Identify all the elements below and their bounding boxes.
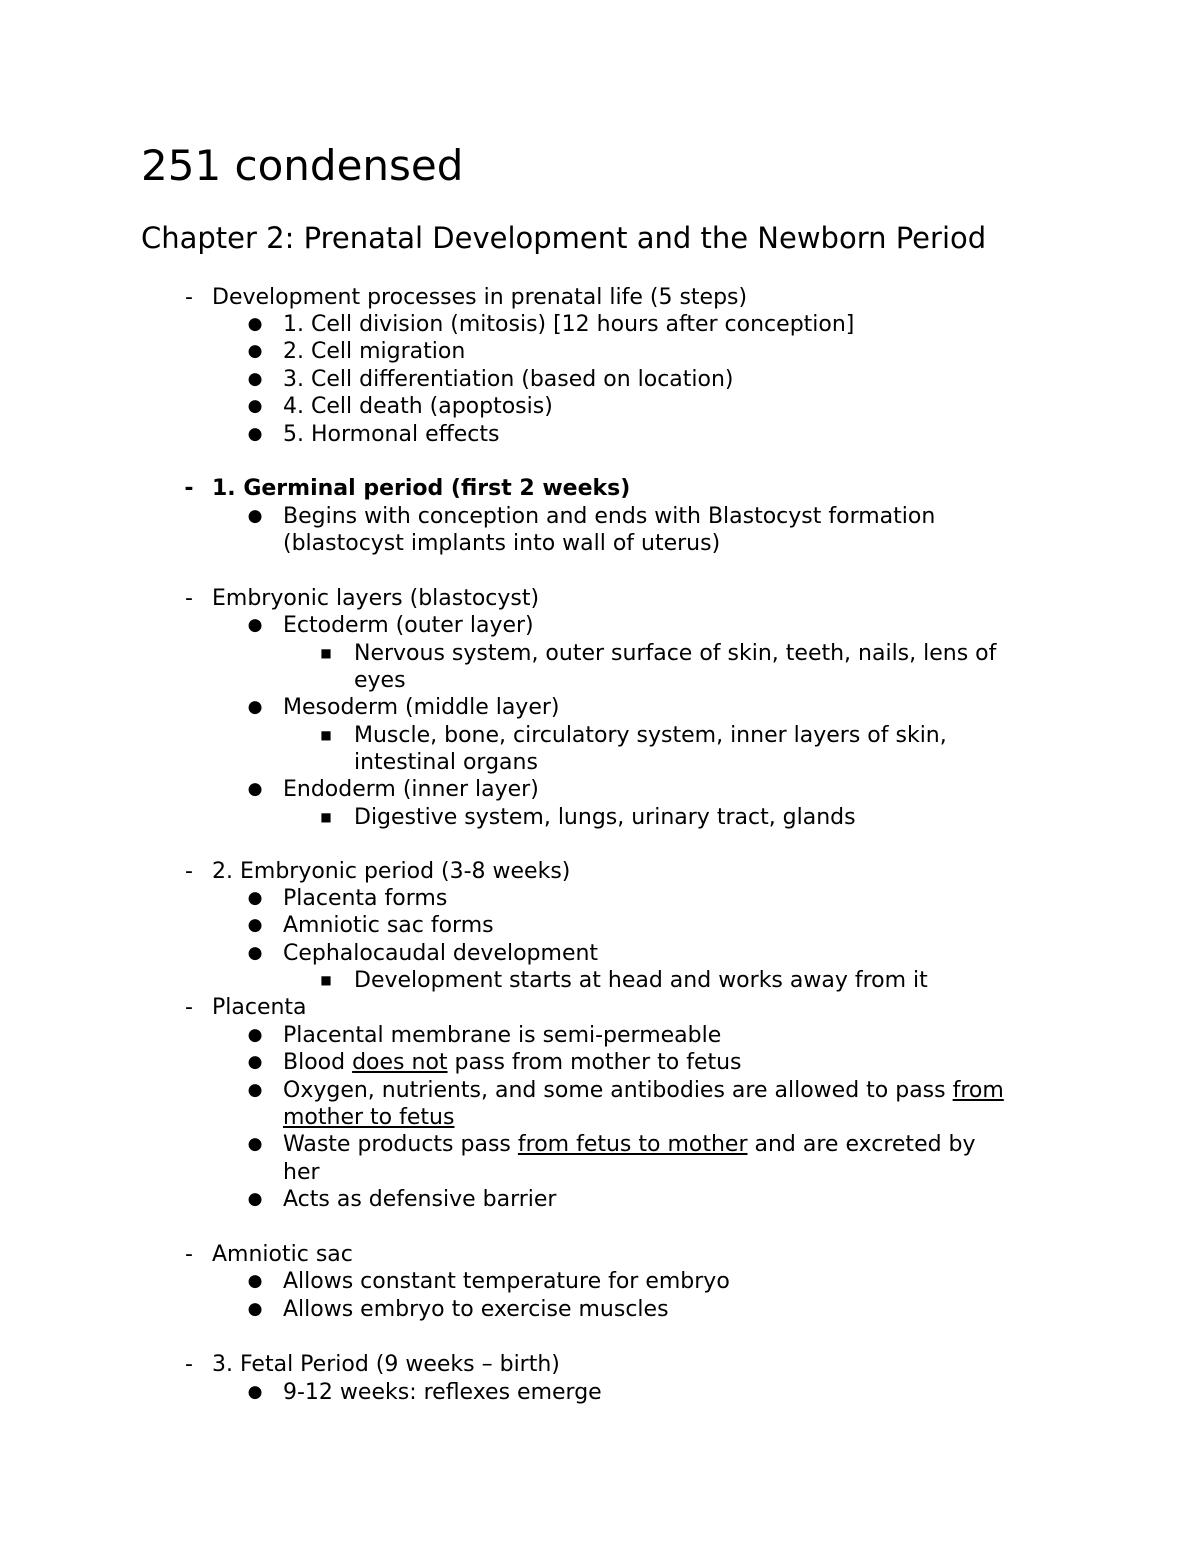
square-bullet-icon: ■: [320, 646, 332, 660]
bullet-icon: ●: [247, 1025, 263, 1045]
dash-marker: -: [185, 586, 193, 611]
bullet-icon: ●: [247, 1080, 263, 1100]
ectoderm-detail-line1: Nervous system, outer surface of skin, teeth, nails, lens of: [354, 641, 997, 666]
germinal-text-line2: (blastocyst implants into wall of uterus): [283, 531, 721, 556]
endoderm-label: Endoderm (inner layer): [283, 777, 539, 802]
blood-text-end: pass from mother to fetus: [447, 1050, 742, 1075]
embryonic-item-cephalocaudal: Cephalocaudal development: [283, 941, 599, 966]
placenta-heading: Placenta: [212, 995, 307, 1020]
list-item-continuation: [283, 1159, 320, 1186]
process-step-4: 4. Cell death (apoptosis): [283, 394, 553, 419]
bullet-icon: ●: [247, 424, 263, 444]
process-step-1: 1. Cell division (mitosis) [12 hours after conception]: [283, 312, 855, 337]
waste-underline: from fetus to mother: [517, 1132, 748, 1157]
cephalocaudal-detail: Development starts at head and works away from it: [354, 968, 928, 993]
list-item: [247, 885, 448, 912]
list-item-continuation: [283, 530, 720, 557]
processes-heading: Development processes in prenatal life (5 steps): [212, 285, 748, 310]
list-item: [320, 640, 997, 667]
amniotic-item-exercise: Allows embryo to exercise muscles: [283, 1297, 669, 1322]
fetal-item-reflexes: 9-12 weeks: reflexes emerge: [283, 1380, 602, 1405]
list-item: [247, 421, 500, 448]
bullet-icon: ●: [247, 1382, 263, 1402]
bullet-icon: ●: [247, 697, 263, 717]
ectoderm-label: Ectoderm (outer layer): [283, 613, 534, 638]
list-item: [247, 694, 560, 721]
oxygen-text: Oxygen, nutrients, and some antibodies are allowed to pass: [283, 1078, 953, 1103]
layers-heading: Embryonic layers (blastocyst): [212, 586, 540, 611]
bullet-icon: ●: [247, 779, 263, 799]
mesoderm-label: Mesoderm (middle layer): [283, 695, 560, 720]
waste-text-line2: her: [283, 1160, 320, 1185]
list-item: [247, 1186, 557, 1213]
dash-marker: -: [185, 1352, 193, 1377]
list-item: [320, 967, 928, 994]
list-item: [247, 1268, 730, 1295]
list-item-layers: [185, 585, 540, 612]
placenta-membrane: Placental membrane is semi-permeable: [283, 1023, 722, 1048]
bullet-icon: ●: [247, 1271, 263, 1291]
bullet-icon: ●: [247, 1134, 263, 1154]
list-item: [247, 1049, 742, 1076]
dash-marker: -: [185, 995, 193, 1020]
embryonic-item-placenta: Placenta forms: [283, 886, 448, 911]
bullet-icon: ●: [247, 396, 263, 416]
placenta-barrier: Acts as defensive barrier: [283, 1187, 557, 1212]
list-item-processes: [185, 284, 748, 311]
oxygen-underline-2: mother to fetus: [283, 1105, 455, 1130]
bullet-icon: ●: [247, 615, 263, 635]
ectoderm-detail-line2: eyes: [354, 668, 406, 693]
dash-marker: -: [185, 285, 193, 310]
list-item: [247, 393, 553, 420]
list-item: [247, 1131, 976, 1158]
list-item: [247, 503, 936, 530]
mesoderm-detail-line1: Muscle, bone, circulatory system, inner layers of skin,: [354, 723, 947, 748]
list-item-continuation: [354, 749, 538, 776]
amniotic-item-temperature: Allows constant temperature for embryo: [283, 1269, 730, 1294]
germinal-heading: 1. Germinal period (first 2 weeks): [212, 476, 631, 501]
list-item: [247, 311, 855, 338]
list-item-continuation: [354, 667, 406, 694]
list-item: [247, 1022, 722, 1049]
list-item: [247, 1379, 602, 1406]
embryonic-item-amniotic: Amniotic sac forms: [283, 913, 494, 938]
bullet-icon: ●: [247, 1299, 263, 1319]
fetal-heading: 3. Fetal Period (9 weeks – birth): [212, 1352, 560, 1377]
process-step-3: 3. Cell differentiation (based on location): [283, 367, 734, 392]
dash-marker: -: [184, 476, 194, 501]
bullet-icon: ●: [247, 506, 263, 526]
bullet-icon: ●: [247, 341, 263, 361]
list-item: [247, 1077, 1004, 1104]
waste-text-end: and are excreted by: [747, 1132, 976, 1157]
chapter-heading: Chapter 2: Prenatal Development and the Newborn Period: [141, 221, 987, 255]
mesoderm-detail-line2: intestinal organs: [354, 750, 538, 775]
list-item-continuation: [283, 1104, 454, 1131]
document-title: 251 condensed: [141, 141, 464, 190]
list-item: [247, 612, 534, 639]
list-item: [247, 338, 466, 365]
list-item-embryonic: [185, 858, 571, 885]
amniotic-heading: Amniotic sac: [212, 1242, 353, 1267]
bullet-icon: ●: [247, 915, 263, 935]
list-item-amniotic: [185, 1241, 353, 1268]
bullet-icon: ●: [247, 369, 263, 389]
bullet-icon: ●: [247, 888, 263, 908]
list-item: [247, 366, 734, 393]
square-bullet-icon: ■: [320, 728, 332, 742]
oxygen-underline-1: from: [952, 1078, 1004, 1103]
dash-marker: -: [185, 1242, 193, 1267]
blood-text: Blood: [283, 1050, 353, 1075]
list-item: [320, 804, 856, 831]
list-item-placenta: [185, 994, 307, 1021]
process-step-5: 5. Hormonal effects: [283, 422, 500, 447]
endoderm-detail: Digestive system, lungs, urinary tract, glands: [354, 805, 856, 830]
bullet-icon: ●: [247, 1189, 263, 1209]
bullet-icon: ●: [247, 1052, 263, 1072]
embryonic-heading: 2. Embryonic period (3-8 weeks): [212, 859, 571, 884]
germinal-text-line1: Begins with conception and ends with Blastocyst formation: [283, 504, 936, 529]
square-bullet-icon: ■: [320, 973, 332, 987]
list-item: [247, 940, 599, 967]
list-item: [247, 912, 494, 939]
dash-marker: -: [185, 859, 193, 884]
bullet-icon: ●: [247, 943, 263, 963]
list-item-germinal: [184, 475, 631, 502]
bullet-icon: ●: [247, 314, 263, 334]
square-bullet-icon: ■: [320, 810, 332, 824]
blood-underline: does not: [352, 1050, 448, 1075]
process-step-2: 2. Cell migration: [283, 339, 466, 364]
list-item: [247, 776, 539, 803]
waste-text: Waste products pass: [283, 1132, 518, 1157]
list-item: [320, 722, 947, 749]
list-item: [247, 1296, 669, 1323]
list-item-fetal: [185, 1351, 560, 1378]
